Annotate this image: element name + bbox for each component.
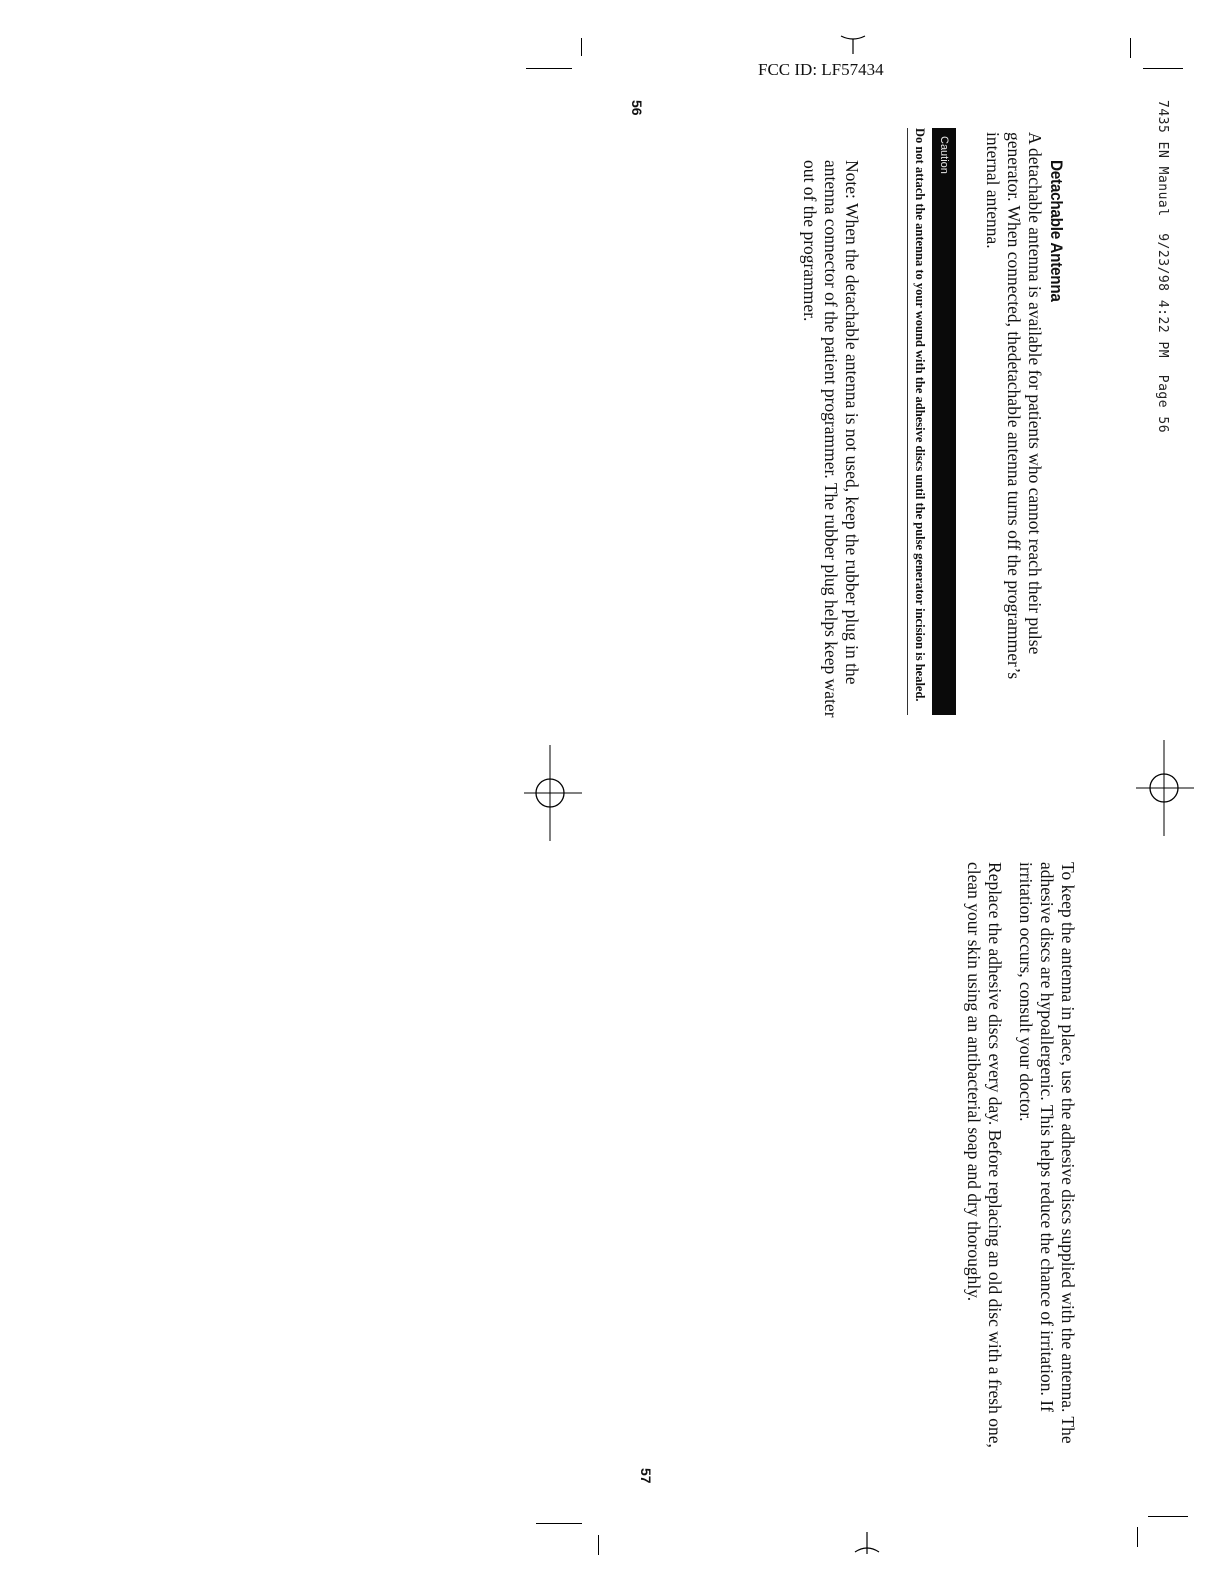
print-header: 7435 EN Manual 9/23/98 4:22 PM Page 56 <box>1155 100 1170 434</box>
registration-mark-top <box>838 28 868 54</box>
intro-text: A detachable antenna is available for patients who cannot reach their pulse generator. When connected, thedetachable antenna turns off the programmer’s internal antenna. <box>983 132 1045 680</box>
crop-mark <box>1137 1527 1138 1547</box>
section-heading: Detachable Antenna <box>1047 160 1066 302</box>
registration-mark-center-right <box>1132 740 1198 836</box>
intro-paragraph <box>972 132 1045 722</box>
caution-bar <box>932 128 956 715</box>
paragraph-replace: Replace the adhesive discs every day. Before replacing an old disc with a fresh one, clean your skin using an antibacterial soap and dry thoroughly. <box>964 862 1005 1448</box>
caution-label: Caution <box>938 136 950 174</box>
caution-text: Do not attach the antenna to your wound with the adhesive discs until the pulse generator incision is healed. <box>907 128 932 715</box>
right-page-body <box>953 862 1078 1462</box>
note-text: Note: When the detachable antenna is not used, keep the rubber plug in the antenna connector of the patient programmer. The rubber plug helps keep water out of the programmer. <box>800 160 862 718</box>
crop-mark <box>536 1523 582 1524</box>
crop-mark <box>1143 68 1183 69</box>
registration-mark-bottom <box>852 1530 882 1560</box>
crop-mark <box>1148 1516 1188 1517</box>
page-number-57: 57 <box>638 1468 654 1484</box>
page-number-56: 56 <box>629 100 645 116</box>
crop-mark <box>581 38 582 56</box>
note-paragraph <box>789 160 862 720</box>
crop-mark <box>1130 38 1131 58</box>
fcc-id-label: FCC ID: LF57434 <box>758 60 884 79</box>
crop-mark <box>526 68 572 69</box>
registration-mark-center-left <box>520 745 586 841</box>
caution-box <box>907 128 956 715</box>
crop-mark <box>598 1535 599 1555</box>
paragraph-adhesive: To keep the antenna in place, use the adhesive discs supplied with the antenna. The adhesive discs are hypoallergenic. This helps reduce the chance of irritation. If irritation occurs, consult your doctor. <box>1016 862 1078 1444</box>
